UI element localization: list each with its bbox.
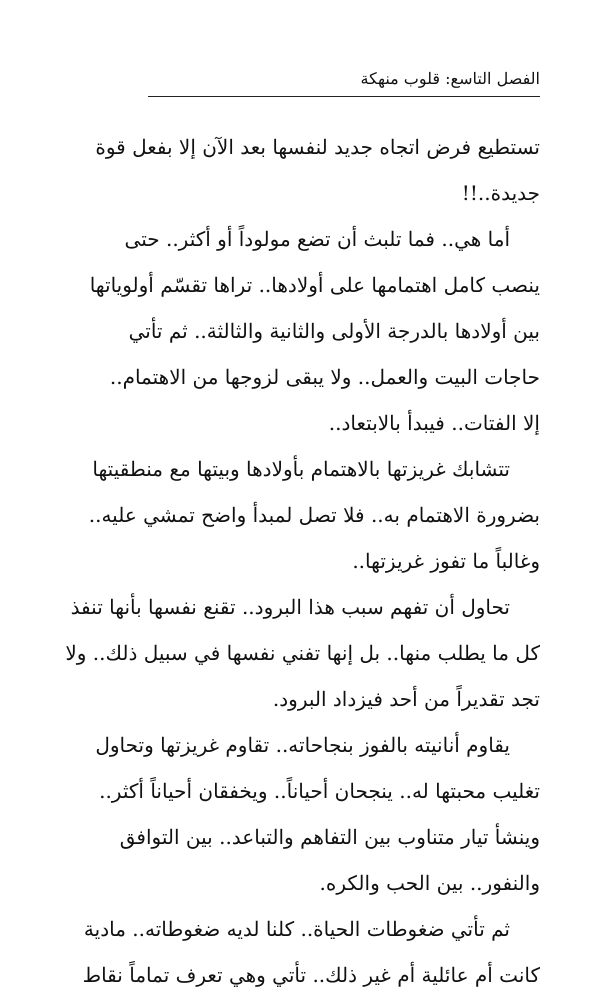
chapter-header: الفصل التاسع: قلوب منهكة xyxy=(360,69,540,88)
text-line: ينصب كامل اهتمامها على أولادها.. تراها تقسّم أولوياتها xyxy=(89,273,540,297)
text-line: إلا الفتات.. فيبدأ بالابتعاد.. xyxy=(328,411,540,435)
text-line: جديدة..!! xyxy=(461,181,540,205)
header-divider xyxy=(148,96,540,97)
text-line: وينشأ تيار متناوب بين التفاهم والتباعد.. بين التوافق xyxy=(119,825,540,849)
text-line: بين أولادها بالدرجة الأولى والثانية والثالثة.. ثم تأتي xyxy=(128,319,540,343)
paragraph-first-line: ثم تأتي ضغوطات الحياة.. كلنا لديه ضغوطاته.. مادية xyxy=(83,917,510,941)
paragraph-first-line: يقاوم أنانيته بالفوز بنجاحاته.. تقاوم غريزتها وتحاول xyxy=(95,733,510,757)
body-text xyxy=(60,124,540,998)
paragraph-first-line: أما هي.. فما تلبث أن تضع مولوداً أو أكثر.. حتى xyxy=(124,227,510,251)
text-line: تستطيع فرض اتجاه جديد لنفسها بعد الآن إلا بفعل قوة xyxy=(95,135,540,159)
text-line: تجد تقديراً من أحد فيزداد البرود. xyxy=(272,687,540,711)
paragraph-first-line: تتشابك غريزتها بالاهتمام بأولادها وبيتها مع منطقيتها xyxy=(92,457,510,481)
text-line: كل ما يطلب منها.. بل إنها تفني نفسها في سبيل ذلك.. ولا xyxy=(65,641,540,665)
text-line: كانت أم عائلية أم غير ذلك.. تأتي وهي تعرف تماماً نقاط xyxy=(82,963,540,987)
paragraph-first-line: تحاول أن تفهم سبب هذا البرود.. تقنع نفسها بأنها تنفذ xyxy=(70,595,510,619)
text-line: والنفور.. بين الحب والكره. xyxy=(319,871,540,895)
text-line: بضرورة الاهتمام به.. فلا تصل لمبدأ واضح تمشي عليه.. xyxy=(88,503,540,527)
text-line: وغالباً ما تفوز غريزتها.. xyxy=(352,549,540,573)
text-line: تغليب محبتها له.. ينجحان أحياناً.. ويخفقان أحياناً أكثر.. xyxy=(99,779,540,803)
text-line: حاجات البيت والعمل.. ولا يبقى لزوجها من الاهتمام.. xyxy=(109,365,540,389)
